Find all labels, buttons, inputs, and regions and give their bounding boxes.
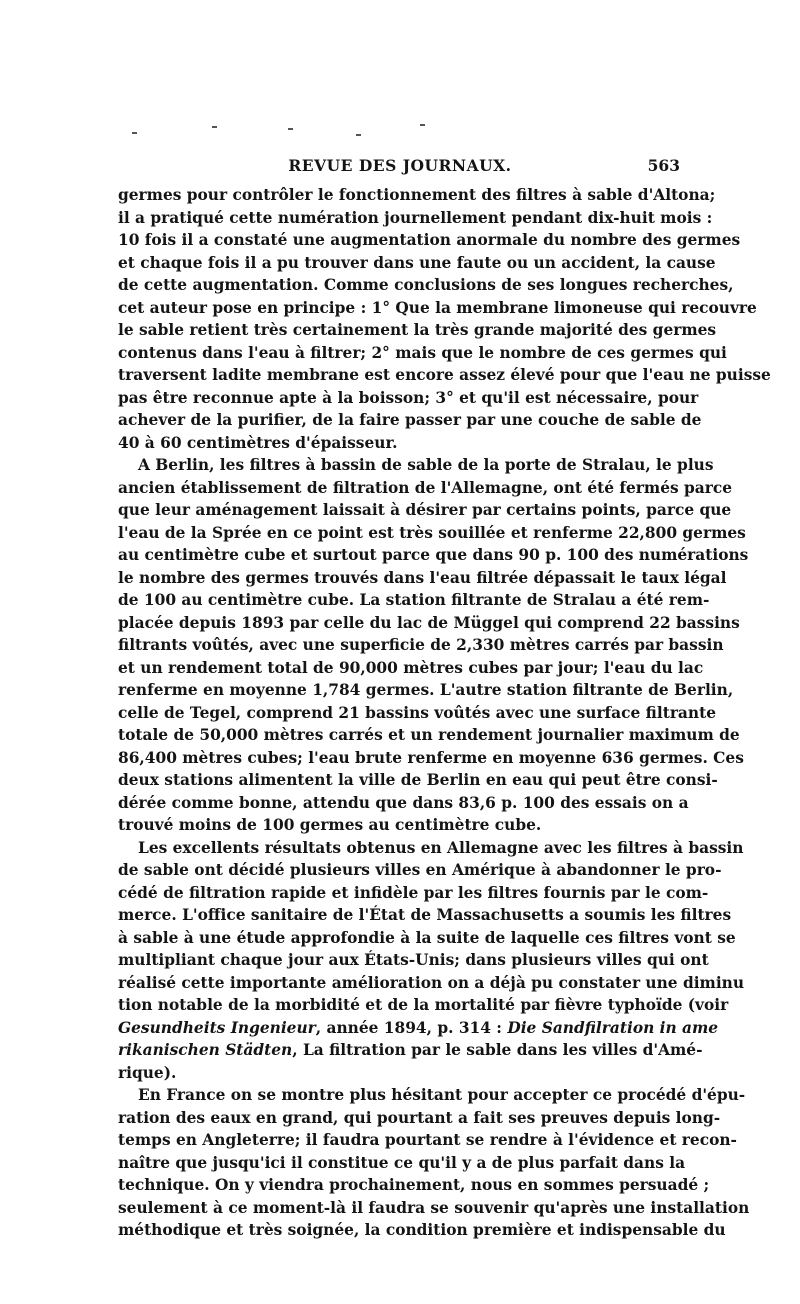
citation-reference: , année 1894, p. 314 : bbox=[315, 1018, 508, 1037]
text-line: Les excellents résultats obtenus en Allemagne avec les filtres à bassin bbox=[138, 838, 744, 857]
citation-translation: , La filtration par le sable dans les villes d'Amé- bbox=[292, 1041, 703, 1059]
text-line: placée depuis 1893 par celle du lac de Müggel qui comprend 22 bassins bbox=[118, 613, 740, 632]
text-line: merce. L'office sanitaire de l'État de Massachusetts a soumis les filtres bbox=[118, 906, 732, 924]
text-line: 86,400 mètres cubes; l'eau brute renferme en moyenne 636 germes. Ces bbox=[118, 748, 744, 767]
text-line: celle de Tegel, comprend 21 bassins voûtés avec une surface filtrante bbox=[118, 703, 716, 722]
text-line: ancien établissement de filtration de l'Allemagne, ont été fermés parce bbox=[118, 478, 733, 497]
ink-speck bbox=[356, 134, 361, 136]
text-line: de 100 au centimètre cube. La station filtrante de Stralau a été rem- bbox=[118, 591, 710, 609]
text-line: A Berlin, les filtres à bassin de sable de la porte de Stralau, le plus bbox=[138, 456, 714, 474]
text-line: trouvé moins de 100 germes au centimètre cube. bbox=[118, 816, 542, 834]
journal-title: Gesundheits Ingenieur bbox=[118, 1018, 316, 1037]
text-line: le sable retient très certainement la très grande majorité des germes bbox=[118, 321, 717, 339]
article-title-part: rikanischen Städten bbox=[118, 1041, 293, 1059]
text-line: technique. On y viendra prochainement, nous en sommes persuadé ; bbox=[118, 1176, 710, 1194]
text-line: l'eau de la Sprée en ce point est très souillée et renferme 22,800 germes bbox=[118, 523, 746, 542]
article-body bbox=[118, 184, 771, 1242]
text-line: le nombre des germes trouvés dans l'eau filtrée dépassait le taux légal bbox=[118, 568, 727, 587]
text-line: filtrants voûtés, avec une superficie de 2,330 mètres carrés par bassin bbox=[118, 636, 724, 654]
text-line: ration des eaux en grand, qui pourtant a fait ses preuves depuis long- bbox=[118, 1108, 721, 1127]
text-line: rique). bbox=[118, 1063, 177, 1082]
text-line: et un rendement total de 90,000 mètres cubes par jour; l'eau du lac bbox=[118, 658, 704, 677]
text-line: multipliant chaque jour aux États-Unis; dans plusieurs villes qui ont bbox=[118, 951, 709, 969]
text-line: méthodique et très soignée, la condition première et indispensable du bbox=[118, 1221, 726, 1239]
text-line: tion notable de la morbidité et de la mortalité par fièvre typhoïde (voir bbox=[118, 996, 729, 1014]
text-line: renferme en moyenne 1,784 germes. L'autre station filtrante de Berlin, bbox=[118, 681, 734, 699]
text-line: traversent ladite membrane est encore assez élevé pour que l'eau ne puisse bbox=[118, 366, 771, 384]
ink-speck bbox=[132, 132, 137, 134]
text-line: 10 fois il a constaté une augmentation anormale du nombre des germes bbox=[118, 231, 741, 249]
text-line: deux stations alimentent la ville de Berlin en eau qui peut être consi- bbox=[118, 771, 718, 789]
text-line: à sable à une étude approfondie à la suite de laquelle ces filtres vont se bbox=[118, 928, 736, 947]
text-line: naître que jusqu'ici il constitue ce qu'il y a de plus parfait dans la bbox=[118, 1153, 686, 1172]
text-line: réalisé cette importante amélioration on a déjà pu constater une diminu bbox=[118, 973, 745, 992]
text-line: dérée comme bonne, attendu que dans 83,6 p. 100 des essais on a bbox=[118, 793, 689, 812]
running-title: REVUE DES JOURNAUX. bbox=[288, 156, 512, 175]
text-line: que leur aménagement laissait à désirer par certains points, parce que bbox=[118, 501, 732, 519]
citation-line bbox=[118, 1017, 719, 1040]
text-line: de cette augmentation. Comme conclusions de ses longues recherches, bbox=[118, 276, 734, 294]
text-line: germes pour contrôler le fonctionnement des filtres à sable d'Altona; bbox=[118, 186, 716, 204]
ink-speck bbox=[288, 128, 293, 130]
paragraph-3 bbox=[118, 837, 745, 1085]
paragraph-1 bbox=[118, 184, 771, 454]
print-specks bbox=[120, 120, 440, 140]
text-line: totale de 50,000 mètres carrés et un rendement journalier maximum de bbox=[118, 726, 740, 744]
article-title-part: Die Sandfilration in ame bbox=[507, 1018, 719, 1037]
paragraph-2 bbox=[118, 454, 749, 837]
text-line: de sable ont décidé plusieurs villes en Amérique à abandonner le pro- bbox=[118, 861, 722, 879]
ink-speck bbox=[212, 126, 217, 128]
page-header bbox=[118, 156, 682, 180]
text-line: temps en Angleterre; il faudra pourtant se rendre à l'évidence et recon- bbox=[118, 1131, 737, 1149]
text-line: il a pratiqué cette numération journellement pendant dix-huit mois : bbox=[118, 208, 713, 227]
text-line: achever de la purifier, de la faire passer par une couche de sable de bbox=[118, 411, 702, 429]
text-line: seulement à ce moment-là il faudra se souvenir qu'après une installation bbox=[118, 1198, 750, 1217]
text-line: cédé de filtration rapide et infidèle par les filtres fournis par le com- bbox=[118, 883, 709, 902]
paragraph-4 bbox=[118, 1084, 750, 1242]
text-line: 40 à 60 centimètres d'épaisseur. bbox=[118, 433, 398, 452]
citation-line bbox=[118, 1039, 703, 1062]
text-line: contenus dans l'eau à filtrer; 2° mais que le nombre de ces germes qui bbox=[118, 343, 727, 362]
text-line: et chaque fois il a pu trouver dans une faute ou un accident, la cause bbox=[118, 253, 716, 272]
text-line: cet auteur pose en principe : 1° Que la membrane limoneuse qui recouvre bbox=[118, 298, 757, 317]
text-line: au centimètre cube et surtout parce que dans 90 p. 100 des numérations bbox=[118, 546, 749, 564]
page-number: 563 bbox=[647, 156, 680, 175]
ink-speck bbox=[420, 124, 425, 126]
text-line: pas être reconnue apte à la boisson; 3° et qu'il est nécessaire, pour bbox=[118, 388, 699, 407]
text-line: En France on se montre plus hésitant pour accepter ce procédé d'épu- bbox=[138, 1086, 746, 1104]
